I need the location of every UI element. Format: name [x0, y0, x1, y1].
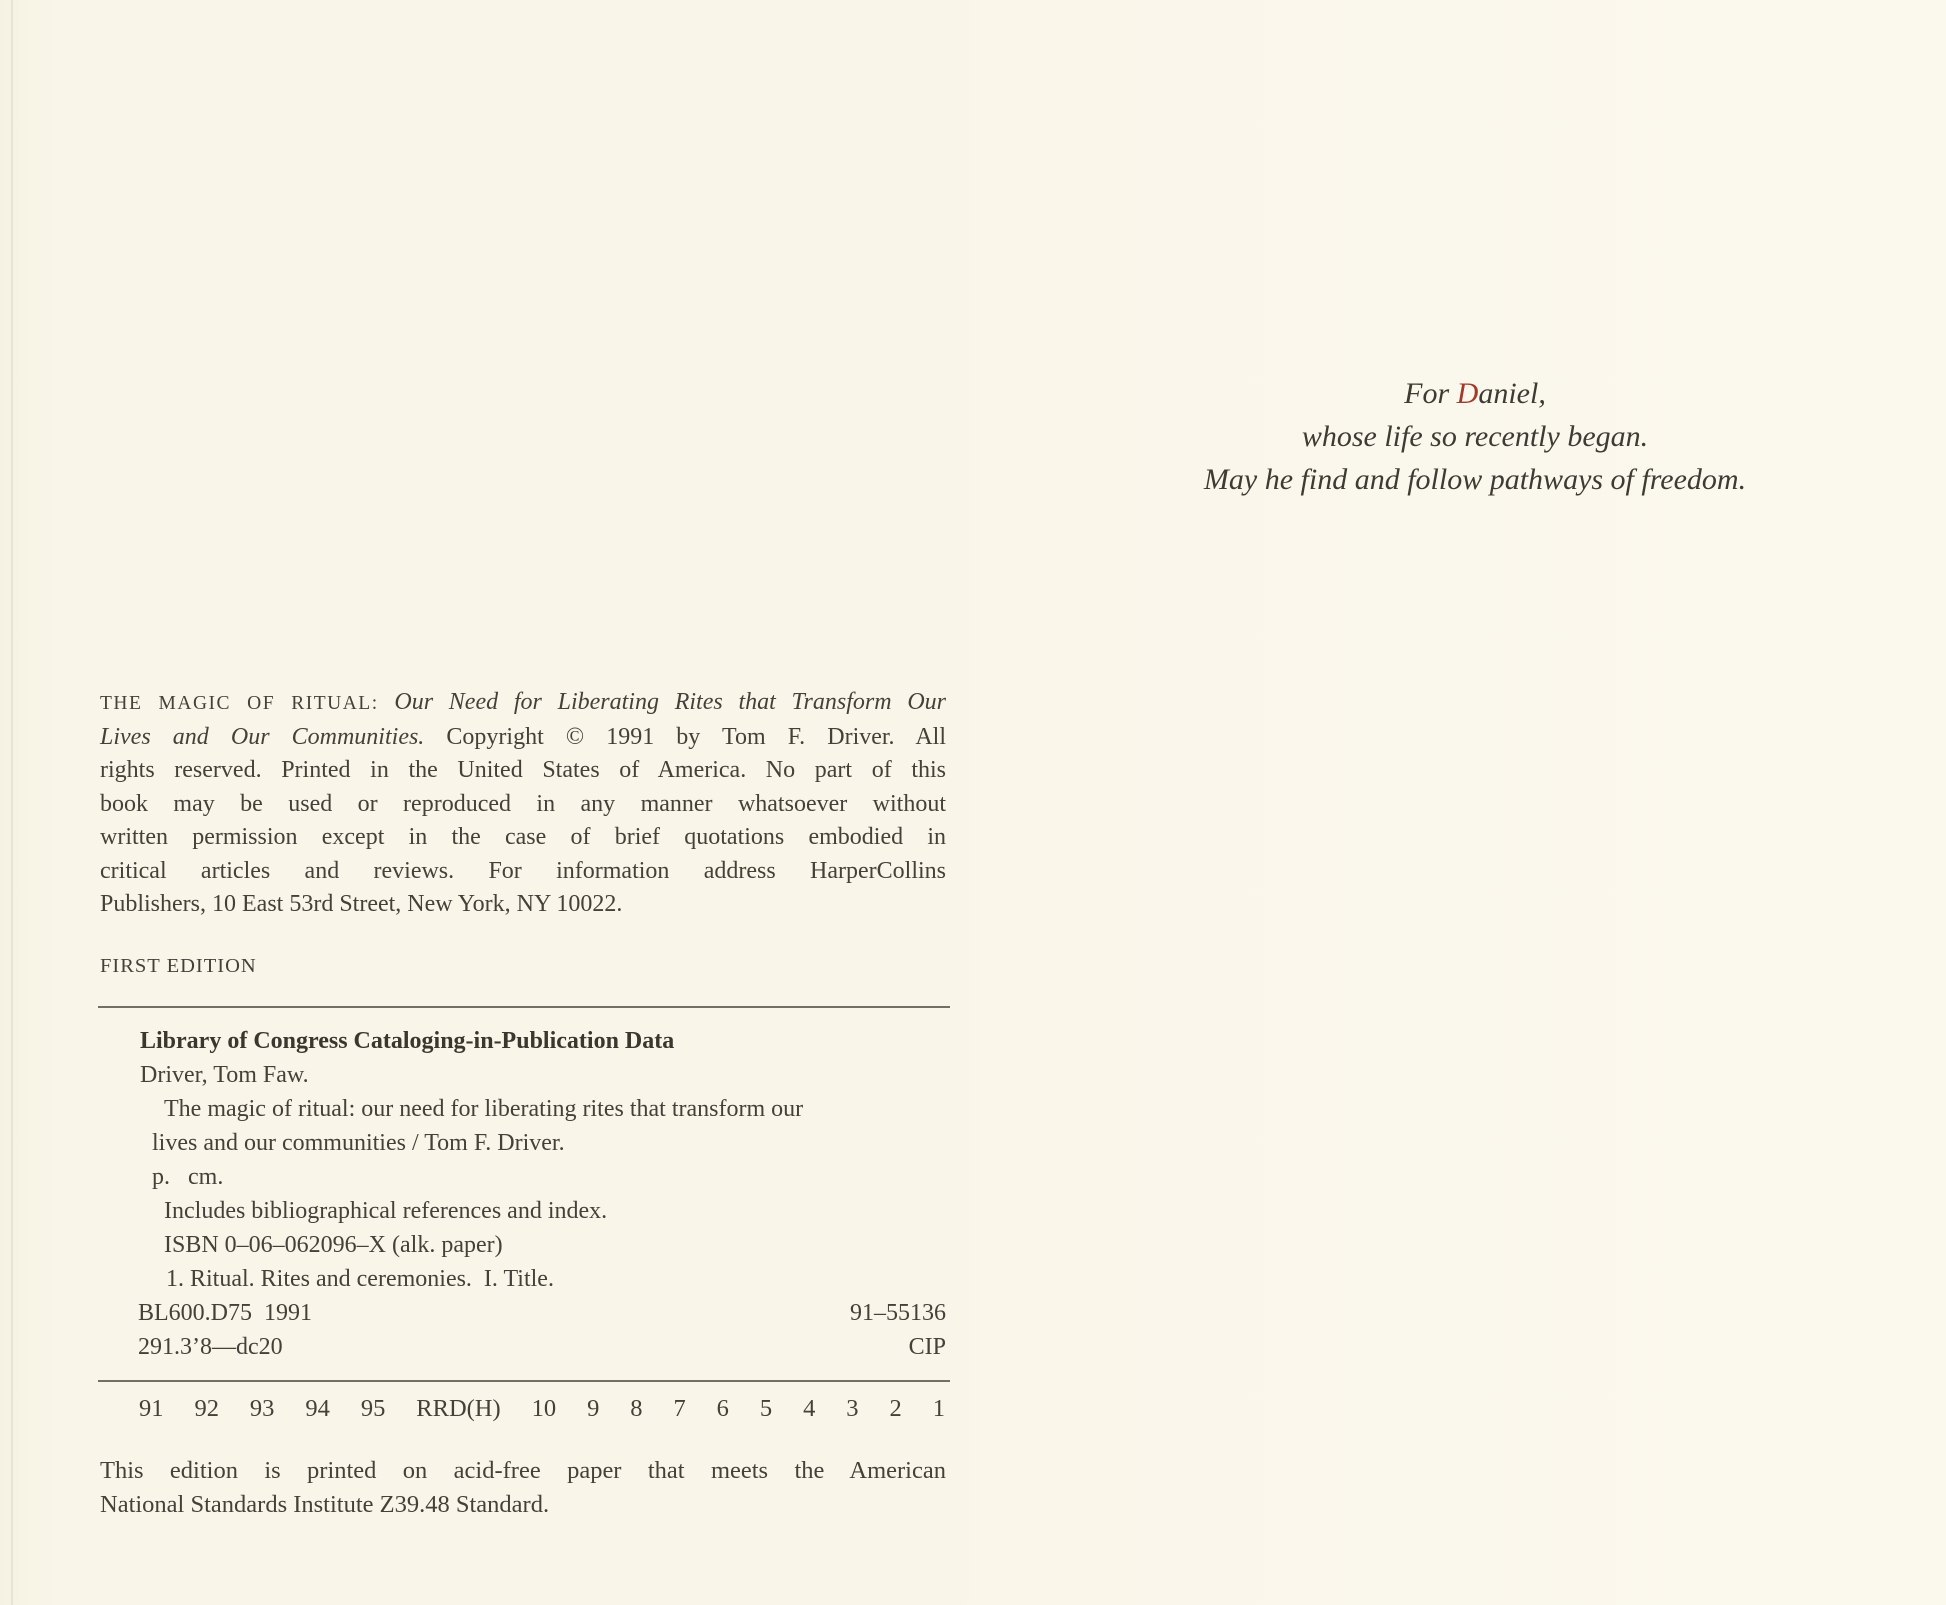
book-subtitle-italic-cont: Lives and Our Communities.	[100, 723, 425, 750]
loc-cip-block	[100, 1024, 946, 1364]
copyright-line: critical articles and reviews. For information address HarperCollins	[100, 857, 946, 884]
copyright-statement: Copyright © 1991 by Tom F. Driver. All	[424, 723, 947, 750]
printing-token: 93	[249, 1395, 275, 1422]
acid-free-note-line-1: This edition is printed on acid-free paper that meets the American	[100, 1457, 946, 1484]
printing-token: 10	[531, 1395, 557, 1422]
book-title-small-caps: THE MAGIC OF RITUAL:	[100, 693, 379, 714]
first-edition-label: FIRST EDITION	[100, 955, 257, 977]
printing-token: 9	[587, 1395, 600, 1422]
book-subtitle-italic: Our Need for Liberating Rites that Transform Our	[378, 689, 946, 715]
divider-rule-bottom	[98, 1380, 950, 1382]
copyright-notice	[100, 686, 946, 922]
dedication-red-letter: D	[1456, 377, 1479, 410]
lccn-number: 91–55136	[850, 1300, 946, 1326]
loc-bibliography-note: Includes bibliographical references and index.	[164, 1198, 608, 1224]
dedication-line1-pre: For	[1404, 377, 1457, 410]
loc-subjects: 1. Ritual. Rites and ceremonies. I. Title.	[166, 1266, 554, 1292]
dedication-line-2: whose life so recently began.	[1301, 420, 1649, 453]
divider-rule-top	[98, 1006, 950, 1008]
acid-free-note	[100, 1454, 946, 1521]
copyright-line: book may be used or reproduced in any manner whatsoever without	[100, 790, 946, 817]
printing-token: 94	[305, 1395, 330, 1422]
loc-title-line-2: lives and our communities / Tom F. Driver.	[152, 1130, 565, 1156]
dedication-line1-post: aniel,	[1478, 377, 1546, 410]
printing-token: 7	[673, 1395, 686, 1422]
loc-isbn: ISBN 0–06–062096–X (alk. paper)	[164, 1232, 503, 1258]
printing-token: 4	[803, 1395, 816, 1422]
printing-token: 5	[759, 1395, 773, 1422]
dedication-line-1	[1204, 372, 1746, 415]
loc-pagination: p. cm.	[152, 1164, 224, 1190]
acid-free-note-line-2: National Standards Institute Z39.48 Standard.	[100, 1490, 550, 1518]
printing-token: 91	[139, 1395, 164, 1422]
printing-token: 6	[716, 1395, 729, 1422]
printing-token: 3	[846, 1395, 859, 1422]
cip-label: CIP	[908, 1334, 946, 1360]
dedication-line-3: May he find and follow pathways of freedom.	[1203, 463, 1747, 496]
printing-token: 1	[932, 1395, 945, 1422]
printing-token: 2	[889, 1395, 902, 1422]
copyright-line: Publishers, 10 East 53rd Street, New York, NY 10022.	[100, 891, 623, 917]
copyright-line: written permission except in the case of brief quotations embodied in	[100, 824, 946, 850]
copyright-line	[100, 686, 946, 721]
printing-token: 92	[194, 1395, 219, 1422]
copyright-line: rights reserved. Printed in the United States of America. No part of this	[100, 757, 946, 783]
printing-token: RRD(H)	[416, 1395, 501, 1422]
scan-edge-streak	[11, 0, 13, 1605]
copyright-line	[100, 721, 946, 755]
loc-call-number: BL600.D75 1991	[138, 1300, 312, 1326]
printing-token: 8	[630, 1395, 643, 1422]
printing-token: 95	[360, 1395, 386, 1422]
loc-dewey-number: 291.3’8—dc20	[138, 1334, 283, 1360]
printing-history-line	[139, 1394, 945, 1424]
loc-header: Library of Congress Cataloging-in-Publication Data	[140, 1028, 675, 1054]
loc-author: Driver, Tom Faw.	[140, 1062, 309, 1088]
dedication	[1204, 372, 1746, 501]
loc-title-line-1: The magic of ritual: our need for liberating rites that transform our	[164, 1096, 804, 1122]
